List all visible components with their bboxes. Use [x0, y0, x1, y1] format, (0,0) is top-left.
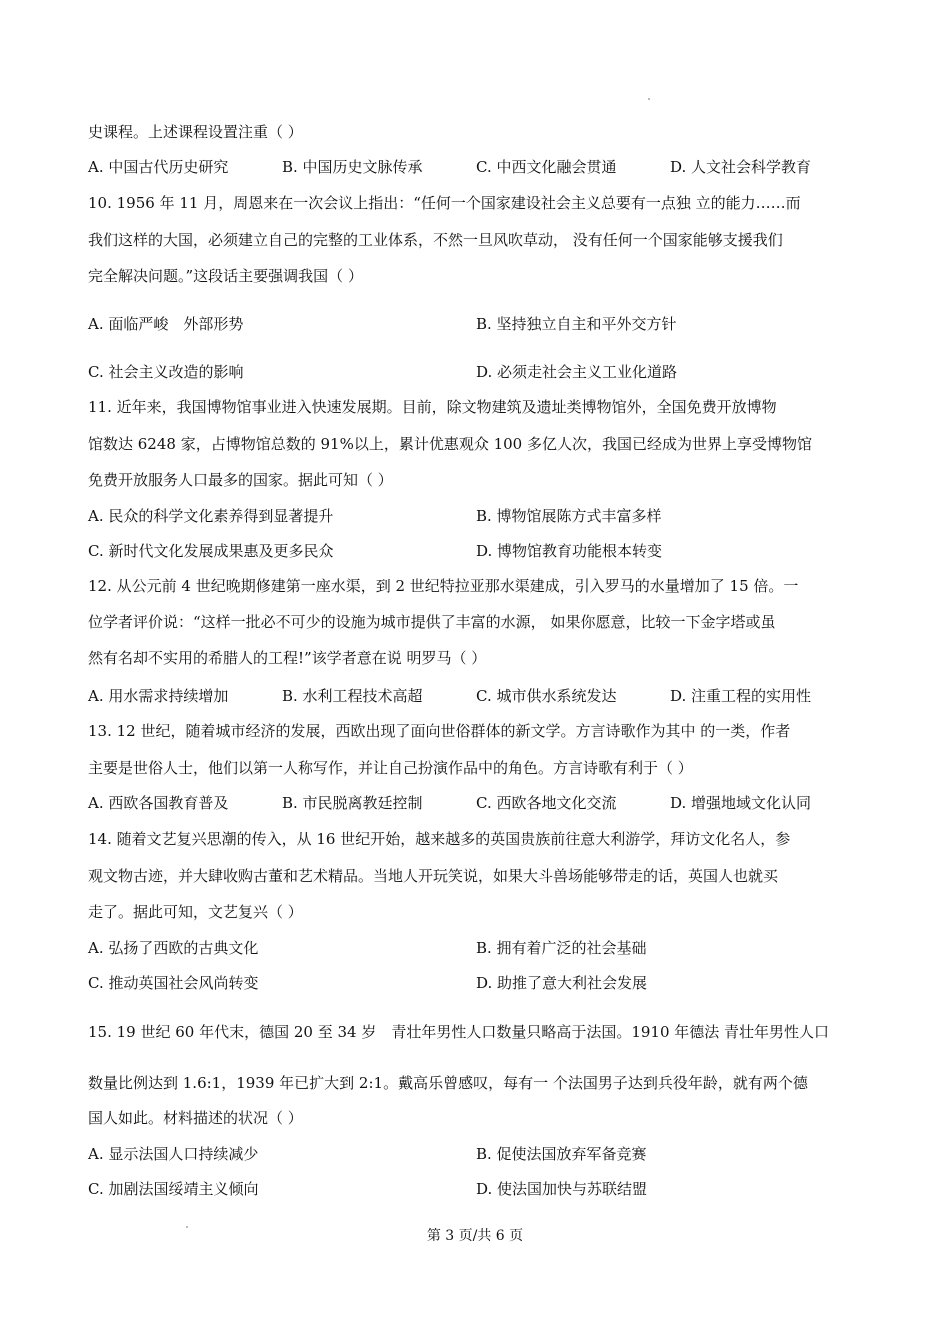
option-c: C. 推动英国社会风尚转变 — [88, 974, 259, 992]
option-a: A. 用水需求持续增加 — [88, 687, 229, 705]
option-a: A. 弘扬了西欧的古典文化 — [88, 939, 259, 957]
question-12-options — [88, 686, 866, 706]
option-a: A. 显示法国人口持续减少 — [88, 1145, 259, 1163]
question-14-line-3: 走了。据此可知，文艺复兴（ ） — [88, 903, 303, 921]
question-15-line-1: 15. 19 世纪 60 年代末，德国 20 至 34 岁 青壮年男性人口数量只略高于法国。1910 年德法 青壮年男性人口 — [88, 1023, 830, 1041]
question-14-line-2: 观文物古迹，并大肆收购古董和艺术精品。当地人开玩笑说，如果大斗兽场能够带走的话，英国人也就买 — [88, 867, 779, 885]
question-12-line-2: 位学者评价说：“这样一批必不可少的设施为城市提供了丰富的水源， 如果你愿意，比较一下金字塔或虽 — [88, 613, 776, 631]
question-11-line-3: 免费开放服务人口最多的国家。据此可知（ ） — [88, 471, 393, 489]
question-13-line-1: 13. 12 世纪，随着城市经济的发展，西欧出现了面向世俗群体的新文学。方言诗歌作为其中 的一类，作者 — [88, 722, 791, 740]
question-14-line-1: 14. 随着文艺复兴思潮的传入，从 16 世纪开始，越来越多的英国贵族前往意大利游学，拜访文化名人，参 — [88, 830, 791, 848]
question-9-stem-end: 史课程。上述课程设置注重（ ） — [88, 123, 303, 141]
question-10-options-row-2 — [88, 362, 866, 382]
option-a: A. 面临严峻 外部形势 — [88, 315, 244, 333]
question-10-line-1: 10. 1956 年 11 月，周恩来在一次会议上指出：“任何一个国家建设社会主义总要有一点独 立的能力……而 — [88, 194, 801, 212]
question-10-options-row-1 — [88, 314, 866, 334]
question-10-line-2: 我们这样的大国，必须建立自己的完整的工业体系，不然一旦风吹草动， 没有任何一个国家能够支援我们 — [88, 231, 783, 249]
option-b: B. 市民脱离教廷控制 — [282, 794, 423, 812]
page-number: 第 3 页/共 6 页 — [426, 1228, 524, 1244]
question-12-line-1: 12. 从公元前 4 世纪晚期修建第一座水渠，到 2 世纪特拉亚那水渠建成，引入罗马的水量增加了 15 倍。一 — [88, 577, 799, 595]
question-14-options-row-1 — [88, 938, 866, 958]
question-11-options-row-2 — [88, 541, 866, 561]
question-11-line-2: 馆数达 6248 家，占博物馆总数的 91%以上，累计优惠观众 100 多亿人次，我国已经成为世界上享受博物馆 — [88, 435, 812, 453]
option-c: C. 城市供水系统发达 — [476, 687, 617, 705]
option-a: A. 西欧各国教育普及 — [88, 794, 229, 812]
question-15-options-row-1 — [88, 1144, 866, 1164]
question-11-line-1: 11. 近年来，我国博物馆事业进入快速发展期。目前，除文物建筑及遗址类博物馆外，全国免费开放博物 — [88, 398, 777, 416]
question-15-line-3: 国人如此。材料描述的状况（ ） — [88, 1109, 303, 1127]
question-9-options — [88, 157, 866, 177]
question-14-options-row-2 — [88, 973, 866, 993]
option-c: C. 中西文化融会贯通 — [476, 158, 617, 176]
option-c: C. 西欧各地文化交流 — [476, 794, 617, 812]
option-d: D. 使法国加快与苏联结盟 — [476, 1180, 648, 1198]
option-b: B. 坚持独立自主和平外交方针 — [476, 315, 677, 333]
question-15-options-row-2 — [88, 1179, 866, 1199]
option-b: B. 博物馆展陈方式丰富多样 — [476, 507, 662, 525]
option-c: C. 社会主义改造的影响 — [88, 363, 244, 381]
option-a: A. 中国古代历史研究 — [88, 158, 229, 176]
question-15-line-2: 数量比例达到 1.6:1，1939 年已扩大到 2:1。戴高乐曾感叹，每有一 个法国男子达到兵役年龄，就有两个德 — [88, 1074, 808, 1092]
question-10-line-3: 完全解决问题。”这段话主要强调我国（ ） — [88, 267, 363, 285]
option-d: D. 人文社会科学教育 — [670, 158, 812, 176]
option-c: C. 加剧法国绥靖主义倾向 — [88, 1180, 259, 1198]
option-b: B. 拥有着广泛的社会基础 — [476, 939, 647, 957]
option-a: A. 民众的科学文化素养得到显著提升 — [88, 507, 334, 525]
option-c: C. 新时代文化发展成果惠及更多民众 — [88, 542, 334, 560]
scan-speck — [648, 98, 650, 100]
option-d: D. 增强地域文化认同 — [670, 794, 812, 812]
question-13-options — [88, 793, 866, 813]
question-11-options-row-1 — [88, 506, 866, 526]
option-b: B. 水利工程技术高超 — [282, 687, 423, 705]
option-d: D. 必须走社会主义工业化道路 — [476, 363, 678, 381]
option-d: D. 注重工程的实用性 — [670, 687, 812, 705]
question-12-line-3: 然有名却不实用的希腊人的工程!”该学者意在说 明罗马（ ） — [88, 649, 487, 667]
option-b: B. 促使法国放弃军备竞赛 — [476, 1145, 647, 1163]
option-d: D. 助推了意大利社会发展 — [476, 974, 648, 992]
option-b: B. 中国历史文脉传承 — [282, 158, 423, 176]
question-13-line-2: 主要是世俗人士，他们以第一人称写作，并让自己扮演作品中的角色。方言诗歌有利于（ ） — [88, 759, 693, 777]
option-d: D. 博物馆教育功能根本转变 — [476, 542, 663, 560]
